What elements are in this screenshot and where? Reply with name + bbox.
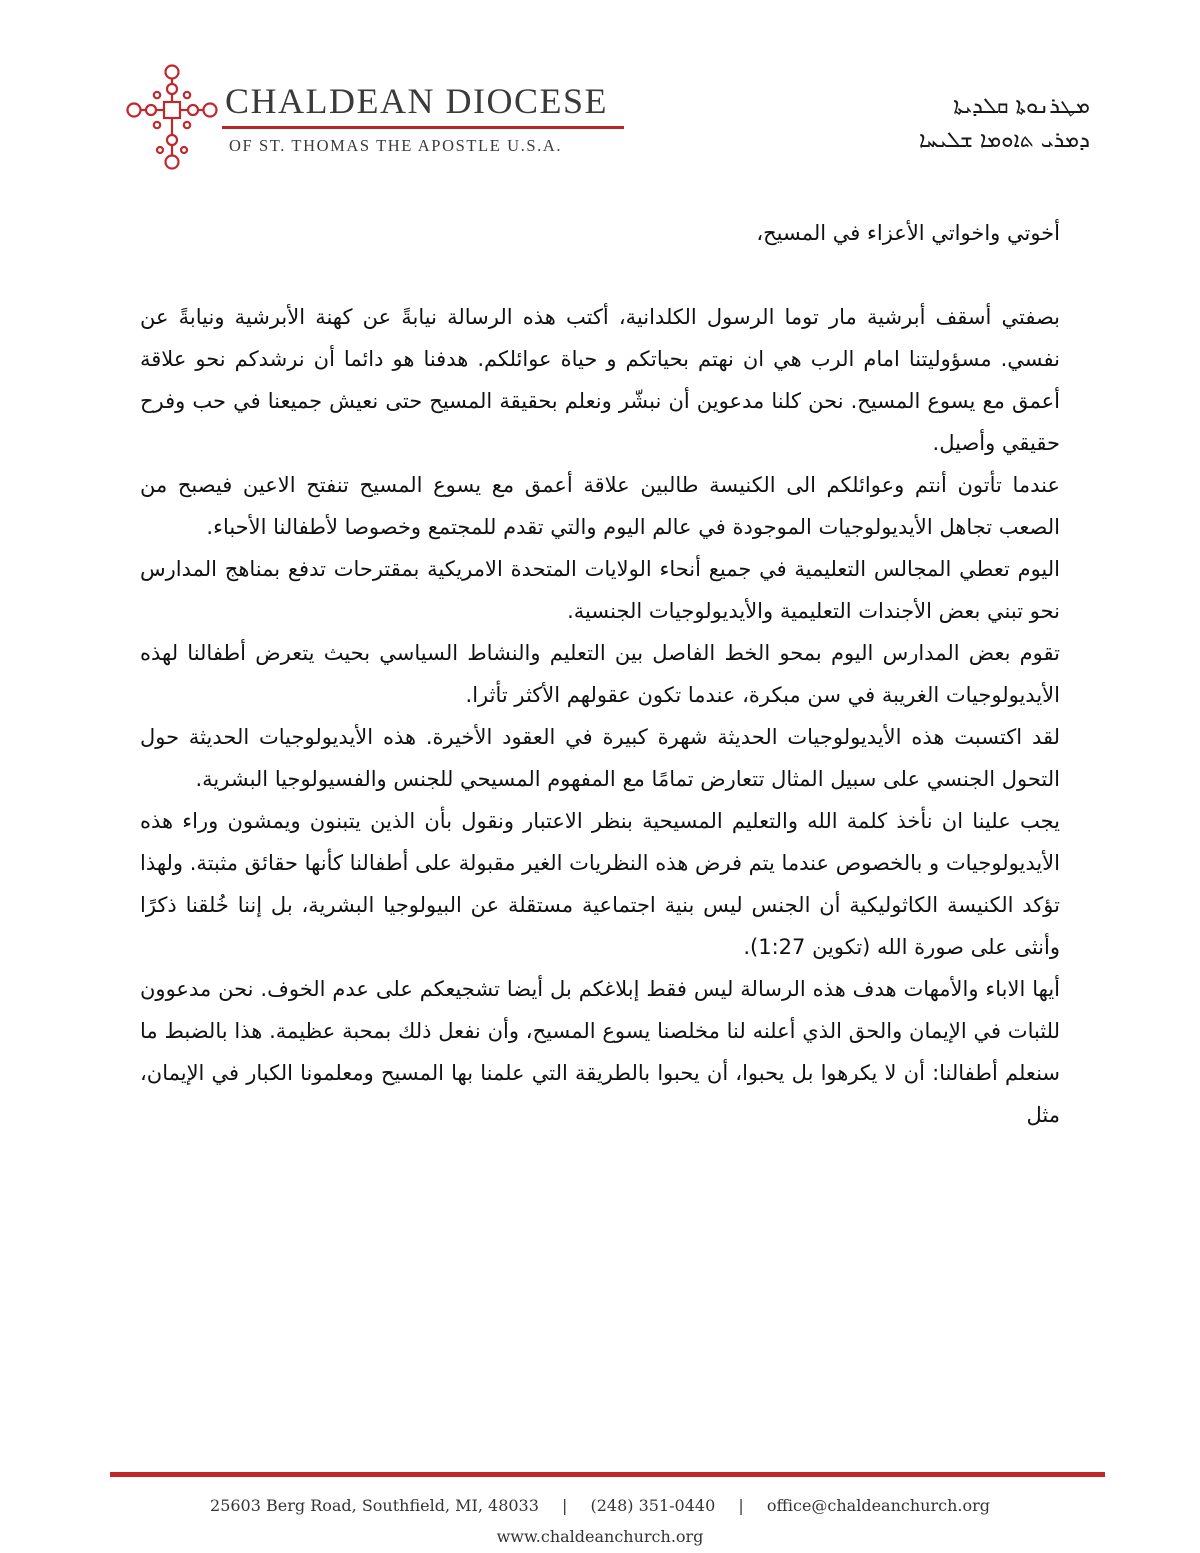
letter-paragraph: لقد اكتسبت هذه الأيديولوجيات الحديثة شهرة كبيرة في العقود الأخيرة. هذه الأيديولوجيات الحديثة حول التحول الجنسي على سبيل المثال تتعارض تمامًا مع المفهوم المسيحي للجنس والفسيولوجيا البشرية. [140,725,1060,791]
letter-paragraph: اليوم تعطي المجالس التعليمية في جميع أنحاء الولايات المتحدة الامريكية بمقترحات تدفع بمناهج المدارس نحو تبني بعض الأجندات التعليمية والأيديولوجيات الجنسية. [140,557,1060,623]
chaldean-cross-icon [124,62,220,172]
org-subtitle: OF ST. THOMAS THE APOSTLE U.S.A. [229,136,563,155]
letter-paragraph: يجب علينا ان نأخذ كلمة الله والتعليم المسيحية بنظر الاعتبار ونقول بأن الذين يتبنون ويمشون وراء هذه الأيديولوجيات و بالخصوص عندما يتم فرض هذه النظريات الغير مقبولة على أطفالنا كأنها حقائق مثبتة. ولهذا تؤكد الكنيسة الكاثوليكية أن الجنس ليس بنية اجتماعية مستقلة عن البيولوجيا البشرية، بل إننا خُلقنا ذكرًا وأنثى على صورة الله (تكوين 1:27). [140,809,1060,959]
footer-separator: | [562,1496,568,1515]
letter-greeting: أخوتي واخواتي الأعزاء في المسيح، [756,221,1060,245]
org-name: CHALDEAN DIOCESE [225,81,608,121]
letter-paragraph: عندما تأتون أنتم وعوائلكم الى الكنيسة طالبين علاقة أعمق مع يسوع المسيح تنفتح الاعين فيصبح من الصعب تجاهل الأيديولوجيات الموجودة في عالم اليوم والتي تقدم للمجتمع وخصوصا لأطفالنا الأحباء. [140,473,1060,539]
letter-paragraph: بصفتي أسقف أبرشية مار توما الرسول الكلدانية، أكتب هذه الرسالة نيابةً عن كهنة الأبرشية ونيابةً عن نفسي. مسؤوليتنا امام الرب هي ان نهتم بحياتكم و حياة عوائلكم. هدفنا هو دائما أن نرشدكم نحو علاقة أعمق مع يسوع المسيح. نحن كلنا مدعوين أن نبشّر ونعلم بحقيقة المسيح حتى نعيش جميعنا في حب وفرح حقيقي وأصيل. [140,305,1060,455]
footer-website: www.chaldeanchurch.org [496,1527,704,1546]
org-name-rule [222,126,624,129]
footer-separator: | [738,1496,744,1515]
footer-rule [110,1472,1105,1477]
footer-phone: (248) 351-0440 [590,1496,716,1515]
letter-paragraph: تقوم بعض المدارس اليوم بمحو الخط الفاصل بين التعليم والنشاط السياسي بحيث يتعرض أطفالنا لهذه الأيديولوجيات الغريبة في سن مبكرة، عندما تكون عقولهم الأكثر تأثرا. [140,641,1060,707]
footer-email: office@chaldeanchurch.org [766,1496,990,1515]
footer-contact [0,1496,1200,1515]
syriac-line-2: ܕܡܪܝ ܬܐܘܡܐ ܫܠܝܚܐ [919,128,1090,153]
footer-address: 25603 Berg Road, Southfield, MI, 48033 [210,1496,539,1515]
syriac-line-1: ܡܛܪܢܘܬܐ ܩܠܕܝܬܐ [953,94,1090,119]
letter-paragraph: أيها الاباء والأمهات هدف هذه الرسالة ليس فقط إبلاغكم بل أيضا تشجيعكم على عدم الخوف. نحن مدعوون للثبات في الإيمان والحق الذي أعلنه لنا مخلصنا يسوع المسيح، وأن نفعل ذلك بمحبة عظيمة. هذا بالضبط ما سنعلم أطفالنا: أن لا يكرهوا بل يحبوا، أن يحبوا بالطريقة التي علمنا بها المسيح ومعلمونا الكبار في الإيمان، مثل [140,977,1060,1127]
letter-body [140,212,1060,1136]
syriac-title [870,90,1090,158]
letterhead [0,0,1200,190]
